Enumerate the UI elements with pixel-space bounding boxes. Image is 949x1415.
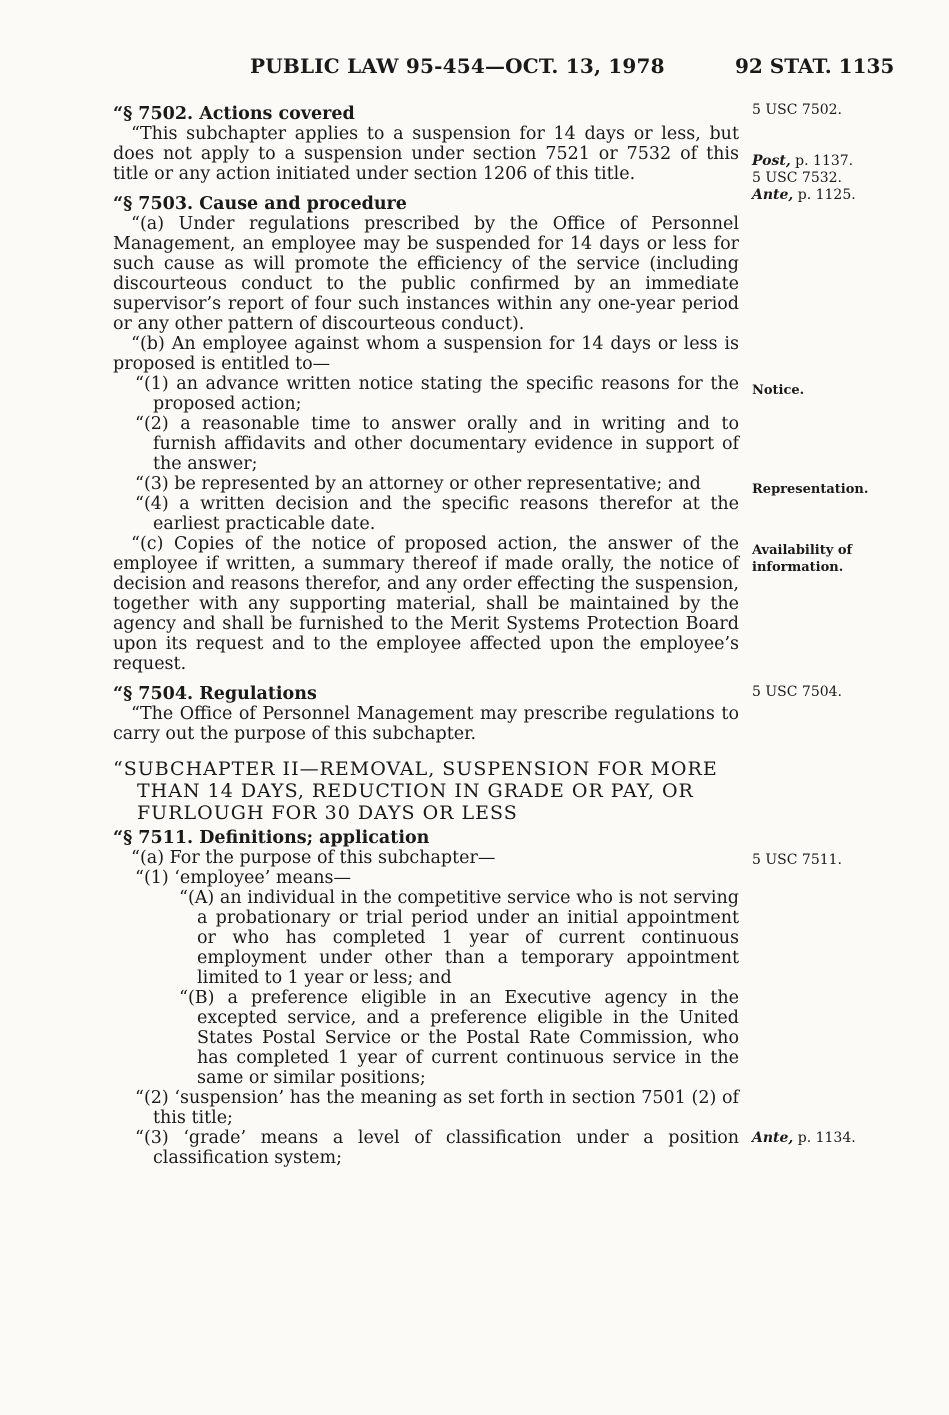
list-item: “(3) ‘grade’ means a level of classification under a position classification system;: [135, 1128, 739, 1168]
margin-note-page: p. 1134.: [797, 1130, 856, 1146]
page-header-stat: 92 STAT. 1135: [735, 54, 895, 78]
paragraph: “(a) Under regulations prescribed by the Office of Personnel Management, an employee may be suspended for 14 days or less for such cause as will promote the efficiency of the service (including discourteous conduct to the public confirmed by an immediate supervisor’s report of four such instances within any one-year period or any other pattern of discourteous conduct).: [113, 214, 739, 334]
margin-note-usc-7502: 5 USC 7502.: [752, 102, 842, 118]
list-item: “(4) a written decision and the specific reasons therefor at the earliest practicable date.: [135, 494, 739, 534]
section-heading-7502: “§ 7502. Actions covered: [113, 104, 355, 124]
subchapter-heading-line: FURLOUGH FOR 30 DAYS OR LESS: [137, 802, 518, 824]
margin-note-availability: [752, 542, 852, 576]
margin-note-representation: Representation.: [752, 482, 869, 497]
paragraph: “(b) An employee against whom a suspension for 14 days or less is proposed is entitled to—: [113, 334, 739, 374]
margin-note-line: Availability of: [752, 543, 853, 558]
subchapter-heading-line: “SUBCHAPTER II—REMOVAL, SUSPENSION FOR MORE: [113, 758, 718, 780]
paragraph: “(a) For the purpose of this subchapter—: [131, 848, 496, 868]
paragraph: “The Office of Personnel Management may prescribe regulations to carry out the purpose of this subchapter.: [113, 704, 739, 744]
margin-note-page: p. 1125.: [797, 187, 856, 203]
list-item: “(B) a preference eligible in an Executive agency in the excepted service, and a preference eligible in the United States Postal Service or the Postal Rate Commission, who has completed 1 year of current continuous service in the same or similar positions;: [179, 988, 739, 1088]
main-text: [113, 100, 739, 1168]
margin-note-usc-7511: 5 USC 7511.: [752, 852, 842, 868]
margin-note-post: [752, 153, 853, 170]
margin-note-notice: Notice.: [752, 383, 805, 398]
margin-note-label: Post,: [752, 153, 791, 169]
paragraph: “This subchapter applies to a suspension for 14 days or less, but does not apply to a suspension under section 7521 or 7532 of this title or any action initiated under section 1206 of this title.: [113, 124, 739, 184]
subchapter-heading-line: THAN 14 DAYS, REDUCTION IN GRADE OR PAY, OR: [137, 780, 694, 802]
margin-note-label: Ante,: [752, 1130, 794, 1146]
margin-note-label: Ante,: [752, 187, 794, 203]
subchapter-heading: [113, 758, 739, 824]
margin-note-ante-2: [752, 1130, 856, 1147]
list-item: “(1) ‘employee’ means—: [135, 868, 352, 888]
list-item: “(2) ‘suspension’ has the meaning as set forth in section 7501 (2) of this title;: [135, 1088, 739, 1128]
list-item: “(1) an advance written notice stating the specific reasons for the proposed action;: [135, 374, 739, 414]
margin-note-usc-7504: 5 USC 7504.: [752, 684, 842, 700]
margin-note-usc-7532: 5 USC 7532.: [752, 170, 842, 186]
section-heading-7503: “§ 7503. Cause and procedure: [113, 194, 407, 214]
page-header-title: PUBLIC LAW 95-454—OCT. 13, 1978: [250, 54, 665, 78]
section-heading-7504: “§ 7504. Regulations: [113, 684, 317, 704]
margin-note-line: information.: [752, 560, 844, 575]
section-heading-7511: “§ 7511. Definitions; application: [113, 828, 430, 848]
margin-note-ante: [752, 187, 856, 204]
list-item: “(3) be represented by an attorney or other representative; and: [135, 474, 701, 494]
margin-note-page: p. 1137.: [795, 153, 854, 169]
paragraph: “(c) Copies of the notice of proposed action, the answer of the employee if written, a summary thereof if made orally, the notice of decision and reasons therefor, and any order effecting the suspension, together with any supporting material, shall be maintained by the agency and shall be furnished to the Merit Systems Protection Board upon its request and to the employee affected upon the employee’s request.: [113, 534, 739, 674]
list-item: “(A) an individual in the competitive service who is not serving a probationary or trial period under an initial appointment or who has completed 1 year of current continuous employment under other than a temporary appointment limited to 1 year or less; and: [179, 888, 739, 988]
list-item: “(2) a reasonable time to answer orally and in writing and to furnish affidavits and other documentary evidence in support of the answer;: [135, 414, 739, 474]
